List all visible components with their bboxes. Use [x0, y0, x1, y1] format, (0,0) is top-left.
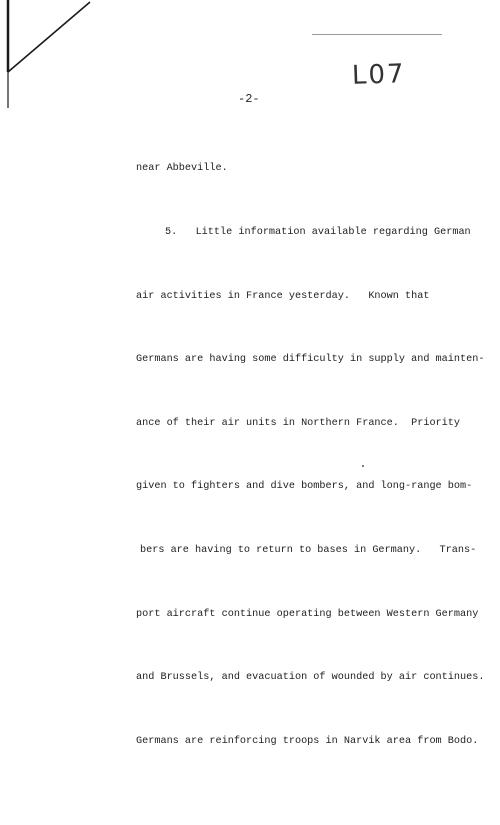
- text-line: Germans are having some difficulty in supply and mainten-: [136, 354, 485, 366]
- top-pencil-rule: [312, 34, 442, 35]
- text-line: Germans are reinforcing troops in Narvik area from Bodo.: [136, 735, 479, 747]
- text-line: port aircraft continue operating between Western Germany: [136, 608, 479, 620]
- text-line: 5. Little information available regarding German: [165, 227, 471, 238]
- text-line: near Abbeville.: [136, 163, 228, 175]
- text-line: ance of their air units in Northern France. Priority: [136, 417, 461, 429]
- text-line: and Brussels, and evacuation of wounded by air continues.: [136, 672, 485, 684]
- text-line: given to fighters and dive bombers, and long-range bom-: [136, 481, 473, 493]
- body-text: [136, 116, 485, 794]
- handwritten-document-number: L07: [351, 59, 407, 91]
- page-number: -2-: [238, 92, 260, 106]
- margin-corner-mark: [0, 0, 100, 110]
- text-line: bers are having to return to bases in Germany. Trans-: [140, 544, 477, 556]
- paper-speck: [362, 465, 364, 467]
- text-line: air activities in France yesterday. Known that: [136, 290, 430, 302]
